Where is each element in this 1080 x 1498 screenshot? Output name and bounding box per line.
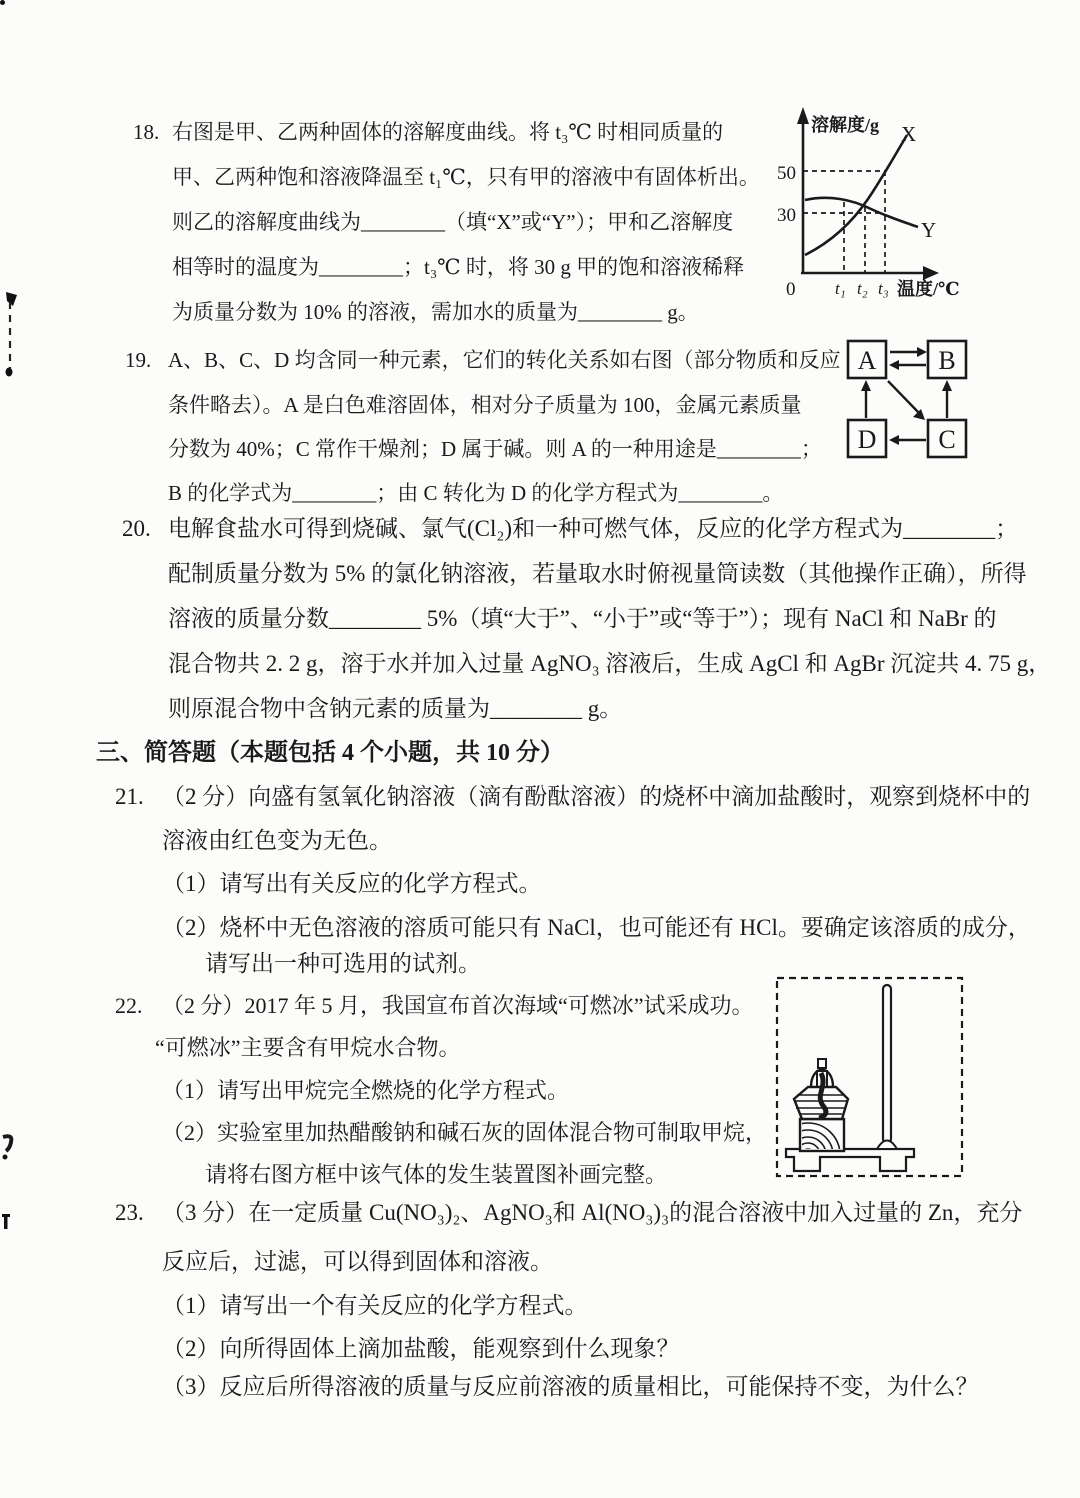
node-A: A [857, 346, 877, 375]
question-number: 21. [115, 784, 144, 809]
question-line: 相等时的温度为________；t₃℃ 时，将 30 g 甲的饱和溶液稀释 [172, 255, 745, 279]
y-tick-30: 30 [777, 205, 796, 226]
question-line: （2）烧杯中无色溶液的溶质可能只有 NaCl，也可能还有 HCl。要确定该溶质的成分， [162, 915, 1031, 940]
node-B: B [938, 346, 956, 375]
question-line: 分数为 40%；C 常作干燥剂；D 属于碱。则 A 的一种用途是________； [168, 437, 822, 461]
question-line: 溶液的质量分数________ 5%（填“大于”、“小于”或“等于”）；现有 NaCl 和 NaBr 的 [168, 606, 997, 631]
x-tick-t2: t₂ [857, 279, 868, 298]
question-number: 22. [115, 993, 143, 1018]
question-number: 18. [133, 120, 160, 144]
question-line: B 的化学式为________；由 C 转化为 D 的化学方程式为________。 [168, 481, 784, 505]
y-tick-50: 50 [777, 163, 796, 184]
question-line: （2）向所得固体上滴加盐酸，能观察到什么现象？ [162, 1336, 680, 1361]
x-axis-label: 温度/℃ [897, 279, 960, 299]
question-line: （3）反应后所得溶液的质量与反应前溶液的质量相比，可能保持不变，为什么？ [162, 1374, 979, 1399]
scan-artifact [0, 1134, 16, 1162]
transformation-diagram [840, 336, 1020, 468]
curve-X [805, 135, 907, 255]
scan-artifact [0, 1212, 14, 1234]
scan-artifact [0, 288, 22, 382]
question-line: 甲、乙两种饱和溶液降温至 t₁℃，只有甲的溶液中有固体析出。 [172, 165, 760, 189]
question-line: （2）实验室里加热醋酸钠和碱石灰的固体混合物可制取甲烷， [162, 1120, 768, 1145]
solubility-curve-graph [773, 103, 975, 308]
question-line: （3 分）在一定质量 Cu(NO₃)₂、AgNO₃和 Al(NO₃)₃的混合溶液中加入过量的 Zn，充分 [162, 1200, 1023, 1225]
question-line: 为质量分数为 10% 的溶液，需加水的质量为________ g。 [172, 300, 699, 324]
question-line: 反应后，过滤，可以得到固体和溶液。 [162, 1249, 553, 1274]
x-axis-arrow [923, 266, 939, 280]
question-line: 溶液由红色变为无色。 [162, 828, 392, 853]
y-axis-label: 溶解度/g [811, 115, 880, 135]
node-C: C [938, 425, 956, 454]
question-line: （2 分）2017 年 5 月，我国宣布首次海域“可燃冰”试采成功。 [162, 993, 754, 1018]
question-line: “可燃冰”主要含有甲烷水合物。 [155, 1035, 461, 1060]
apparatus-box [774, 975, 966, 1181]
question-line: 则原混合物中含钠元素的质量为________ g。 [168, 696, 623, 721]
question-line: （1）请写出甲烷完全燃烧的化学方程式。 [162, 1078, 570, 1103]
question-number: 19. [125, 348, 152, 372]
question-line: 请写出一种可选用的试剂。 [205, 951, 481, 976]
question-number: 23. [115, 1200, 144, 1225]
question-line: （2 分）向盛有氢氧化钠溶液（滴有酚酞溶液）的烧杯中滴加盐酸时，观察到烧杯中的 [162, 784, 1031, 809]
y-axis-arrow [797, 107, 809, 124]
diagram-arrows [866, 352, 947, 440]
dashed-guides [803, 171, 885, 273]
question-line: （1）请写出有关反应的化学方程式。 [162, 871, 542, 896]
origin-label: 0 [786, 279, 796, 300]
curve-Y-label: Y [921, 218, 937, 242]
alcohol-lamp-icon [794, 1059, 848, 1119]
node-D: D [857, 425, 877, 454]
question-line: 电解食盐水可得到烧碱、氯气(Cl₂)和一种可燃气体，反应的化学方程式为________； [168, 516, 1019, 541]
curve-X-label: X [901, 122, 917, 146]
question-line: 混合物共 2. 2 g，溶于水并加入过量 AgNO₃ 溶液后，生成 AgCl 和 AgBr 沉淀共 4. 75 g， [168, 651, 1052, 676]
question-line: 条件略去）。A 是白色难溶固体，相对分子质量为 100，金属元素质量 [168, 393, 802, 417]
x-tick-t3: t₃ [878, 279, 889, 298]
x-tick-t1: t₁ [835, 279, 846, 298]
section-heading: 三、简答题（本题包括 4 个小题，共 10 分） [96, 740, 564, 766]
question-line: A、B、C、D 均含同一种元素，它们的转化关系如右图（部分物质和反应 [168, 348, 841, 372]
question-line: 右图是甲、乙两种固体的溶解度曲线。将 t₃℃ 时相同质量的 [172, 120, 724, 144]
question-number: 20. [122, 516, 151, 541]
scan-artifact [0, 0, 5, 5]
question-line: 配制质量分数为 5% 的氯化钠溶液，若量取水时俯视量筒读数（其他操作正确），所得 [168, 561, 1027, 586]
question-line: （1）请写出一个有关反应的化学方程式。 [162, 1293, 588, 1318]
question-line: 请将右图方框中该气体的发生装置图补画完整。 [205, 1162, 668, 1187]
question-line: 则乙的溶解度曲线为________（填“X”或“Y”）；甲和乙溶解度 [172, 210, 734, 234]
